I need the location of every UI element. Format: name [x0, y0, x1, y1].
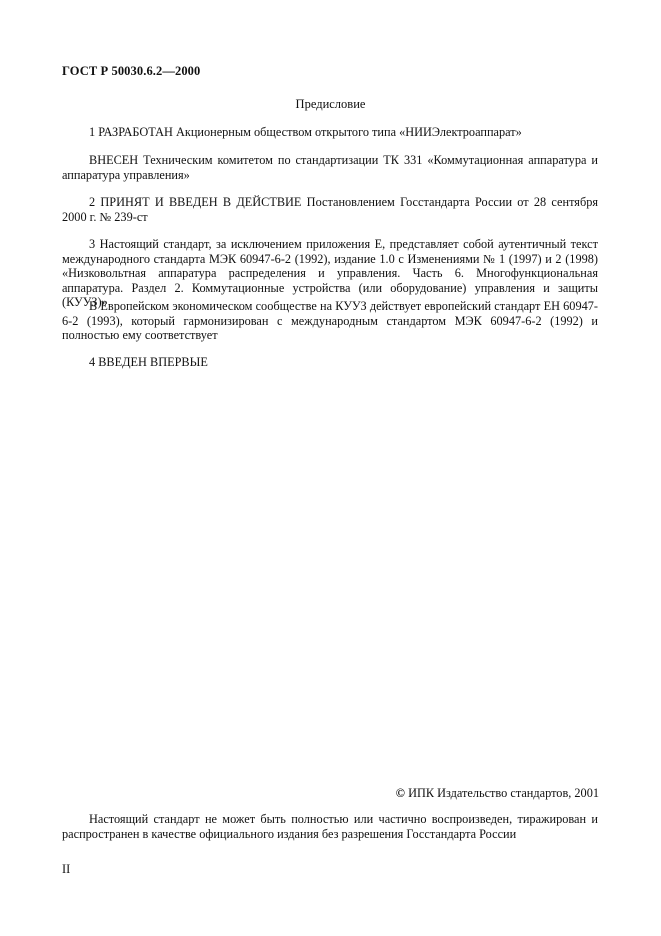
copyright-line	[396, 786, 599, 801]
preface-paragraph-standard-basis: 3 Настоящий стандарт, за исключением приложения Е, представляет собой аутентичный текст международного стандарта МЭК 60947-6-2 (1992), издание 1.0 с Изменениями № 1 (1997) и 2 (1998) «Низковольтная аппаратура распределения и управления. Часть 6. Многофункциональная аппаратура. Раздел 2. Коммутационные устройства (или оборудование) управления и защиты (КУУЗ)»	[62, 237, 598, 309]
preface-paragraph-first-introduced: 4 ВВЕДЕН ВПЕРВЫЕ	[89, 355, 208, 369]
preface-paragraph-european-standard: В Европейском экономическом сообществе на КУУЗ действует европейский стандарт ЕН 60947-6-2 (1993), который гармонизирован с международным стандартом МЭК 60947-6-2 (1992) и полностью ему соответствует	[62, 299, 598, 342]
preface-paragraph-adopted: 2 ПРИНЯТ И ВВЕДЕН В ДЕЙСТВИЕ Постановлением Госстандарта России от 28 сентября 2000 г. № 239-ст	[62, 195, 598, 224]
preface-paragraph-developed: 1 РАЗРАБОТАН Акционерным обществом открытого типа «НИИЭлектроаппарат»	[89, 125, 522, 139]
copyright-icon: ©	[395, 786, 405, 800]
copyright-text: ИПК Издательство стандартов, 2001	[408, 786, 599, 800]
document-id: ГОСТ Р 50030.6.2—2000	[62, 64, 201, 78]
preface-paragraph-introduced: ВНЕСЕН Техническим комитетом по стандартизации ТК 331 «Коммутационная аппаратура и аппаратура управления»	[62, 153, 598, 182]
preface-title: Предисловие	[295, 97, 366, 111]
page-number: II	[62, 862, 71, 876]
reproduction-notice: Настоящий стандарт не может быть полностью или частично воспроизведен, тиражирован и распространен в качестве официального издания без разрешения Госстандарта России	[62, 812, 598, 841]
